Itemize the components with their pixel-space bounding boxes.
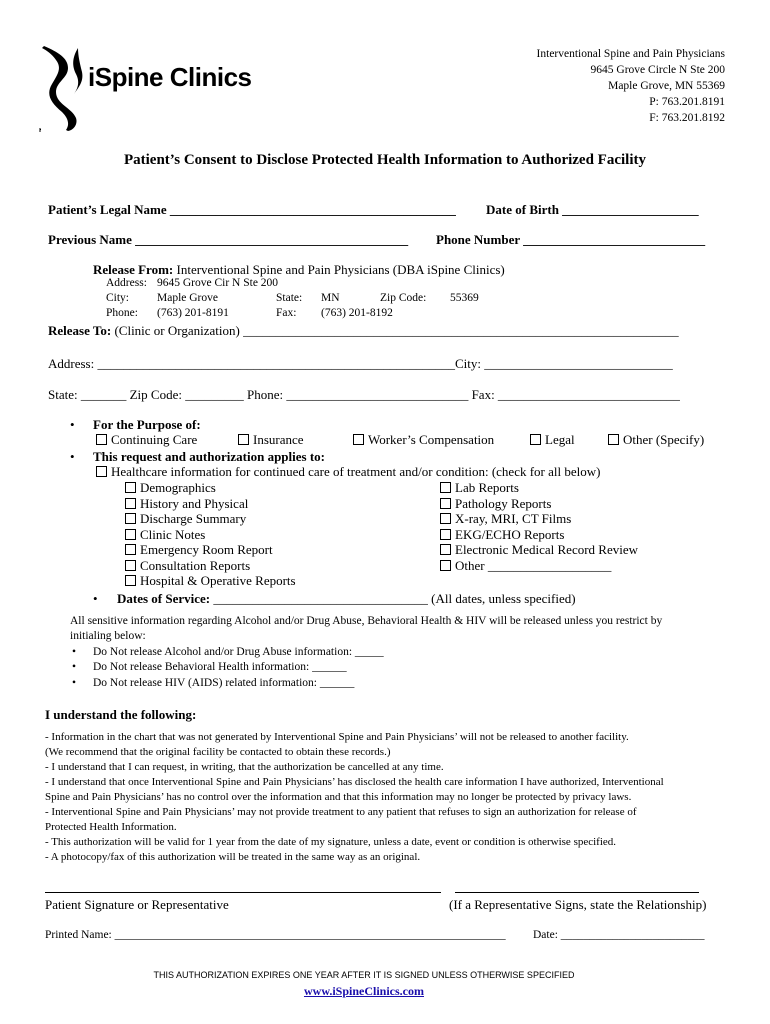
- bullet: •: [72, 646, 77, 658]
- website-link[interactable]: [0, 982, 728, 1000]
- understand-line: - I understand that once Interventional Spine and Pain Physicians’ has disclosed the health care information I have authorized, Interventional: [45, 776, 664, 788]
- record-option-label: Lab Reports: [455, 480, 519, 495]
- pathology-reports-checkbox[interactable]: [440, 496, 551, 512]
- phone-number-field[interactable]: Phone Number ____________________________: [436, 232, 706, 247]
- logo-underline: [40, 129, 43, 130]
- release-from-city-label: City:: [106, 292, 130, 304]
- record-option-label: Consultation Reports: [140, 558, 251, 573]
- purpose-workers-comp-checkbox[interactable]: [353, 432, 494, 448]
- consultation-reports-checkbox[interactable]: [125, 558, 250, 574]
- release-from-state-label: State:: [276, 292, 303, 304]
- checkbox-icon: [440, 560, 451, 571]
- release-from-state-value: MN: [321, 292, 340, 304]
- checkbox-icon: [238, 434, 249, 445]
- release-from-zip-value: 55369: [450, 292, 479, 304]
- dates-of-service-field[interactable]: [117, 591, 576, 607]
- understand-line: - Interventional Spine and Pain Physicians’ may not provide treatment to any patient that refuses to sign an authorization for release of: [45, 806, 637, 818]
- record-option-label: Other ___________________: [455, 558, 612, 573]
- release-to-address-field[interactable]: Address: _______________________________________________________City: _____________________________: [48, 356, 673, 371]
- checkbox-icon: [608, 434, 619, 445]
- history-physical-checkbox[interactable]: [125, 496, 248, 512]
- bullet: •: [70, 449, 75, 464]
- purpose-option-label: Continuing Care: [111, 432, 198, 447]
- signature-line[interactable]: [45, 892, 441, 893]
- bullet: •: [70, 417, 75, 432]
- record-option-label: EKG/ECHO Reports: [455, 527, 565, 542]
- checkbox-icon: [125, 560, 136, 571]
- record-option-label: Demographics: [140, 480, 216, 495]
- record-option-label: History and Physical: [140, 496, 249, 511]
- purpose-option-label: Insurance: [253, 432, 304, 447]
- printed-name-field[interactable]: Printed Name: ____________________________________________________________________: [45, 929, 506, 941]
- other-record-checkbox[interactable]: [440, 558, 611, 574]
- release-from-zip-label: Zip Code:: [380, 292, 427, 304]
- discharge-summary-checkbox[interactable]: [125, 511, 246, 527]
- signature-date-field[interactable]: Date: _________________________: [533, 929, 705, 941]
- release-from-phone-label: Phone:: [106, 307, 138, 319]
- letterhead-street: 9645 Grove Circle N Ste 200: [590, 64, 725, 76]
- checkbox-icon: [125, 482, 136, 493]
- demographics-checkbox[interactable]: [125, 480, 216, 496]
- letterhead-city: Maple Grove, MN 55369: [608, 80, 725, 92]
- bullet: •: [72, 661, 77, 673]
- release-from-label: Release From:: [93, 262, 174, 277]
- release-from-address-value: 9645 Grove Cir N Ste 200: [157, 277, 279, 289]
- purpose-legal-checkbox[interactable]: [530, 432, 575, 448]
- release-from-city-value: Maple Grove: [157, 292, 218, 304]
- healthcare-info-label: Healthcare information for continued care of treatment and/or condition: (check for all below): [111, 464, 601, 479]
- release-to-value: (Clinic or Organization) ___________________________________________________________________: [114, 323, 679, 338]
- purpose-other-checkbox[interactable]: [608, 432, 704, 448]
- record-option-label: Emergency Room Report: [140, 542, 273, 557]
- restrict-behavioral-health-field[interactable]: Do Not release Behavioral Health information: ______: [93, 661, 347, 673]
- dates-of-service-label: Dates of Service:: [117, 591, 211, 606]
- website-link-text[interactable]: www.iSpineClinics.com: [303, 984, 424, 998]
- checkbox-icon: [440, 482, 451, 493]
- checkbox-icon: [125, 513, 136, 524]
- checkbox-icon: [440, 544, 451, 555]
- release-from-line: [93, 262, 505, 278]
- healthcare-info-checkbox[interactable]: [96, 464, 600, 480]
- understand-line: Spine and Pain Physicians’ has no control over the information and that this information may no longer be protected by privacy laws.: [45, 791, 632, 803]
- purpose-label: For the Purpose of:: [93, 417, 201, 432]
- lab-reports-checkbox[interactable]: [440, 480, 519, 496]
- checkbox-icon: [440, 529, 451, 540]
- release-from-address-label: Address:: [106, 277, 147, 289]
- letterhead-org: Interventional Spine and Pain Physicians: [536, 48, 725, 60]
- understand-line: Protected Health Information.: [45, 821, 177, 833]
- date-of-birth-field[interactable]: Date of Birth _____________________: [486, 202, 699, 217]
- understand-heading: I understand the following:: [45, 707, 197, 722]
- checkbox-icon: [353, 434, 364, 445]
- emr-review-checkbox[interactable]: [440, 542, 638, 558]
- checkbox-icon: [96, 466, 107, 477]
- bullet: •: [93, 591, 98, 606]
- record-option-label: Pathology Reports: [455, 496, 552, 511]
- restrict-alcohol-drug-field[interactable]: Do Not release Alcohol and/or Drug Abuse information: _____: [93, 646, 384, 658]
- release-to-label: Release To:: [48, 323, 112, 338]
- purpose-continuing-care-checkbox[interactable]: [96, 432, 197, 448]
- expiration-notice: THIS AUTHORIZATION EXPIRES ONE YEAR AFTER IT IS SIGNED UNLESS OTHERWISE SPECIFIED: [153, 970, 575, 980]
- ekg-echo-checkbox[interactable]: [440, 527, 564, 543]
- letterhead-fax: F: 763.201.8192: [649, 112, 725, 124]
- letterhead: [537, 46, 725, 126]
- record-option-label: X-ray, MRI, CT Films: [455, 511, 572, 526]
- purpose-option-label: Worker’s Compensation: [368, 432, 495, 447]
- applies-label: This request and authorization applies to:: [93, 449, 325, 464]
- checkbox-icon: [96, 434, 107, 445]
- checkbox-icon: [125, 544, 136, 555]
- understand-line: (We recommend that the original facility be contacted to obtain these records.): [45, 746, 391, 758]
- purpose-option-label: Other (Specify): [623, 432, 705, 447]
- sensitive-info-text-1: All sensitive information regarding Alcohol and/or Drug Abuse, Behavioral Health & HIV will be released unless you restrict by: [70, 615, 663, 627]
- understand-line: - I understand that I can request, in writing, that the authorization be cancelled at any time.: [45, 761, 444, 773]
- xray-mri-ct-checkbox[interactable]: [440, 511, 571, 527]
- understand-line: - A photocopy/fax of this authorization will be treated in the same way as an original.: [45, 851, 421, 863]
- patient-legal-name-field[interactable]: Patient’s Legal Name ____________________________________________: [48, 202, 456, 217]
- release-from-phone-value: (763) 201-8191: [157, 307, 229, 319]
- record-option-label: Hospital & Operative Reports: [140, 573, 296, 588]
- representative-relationship-label: (If a Representative Signs, state the Relationship): [449, 897, 707, 912]
- checkbox-icon: [125, 529, 136, 540]
- restrict-hiv-field[interactable]: Do Not release HIV (AIDS) related information: ______: [93, 677, 355, 689]
- clinic-notes-checkbox[interactable]: [125, 527, 205, 543]
- page-title: Patient’s Consent to Disclose Protected Health Information to Authorized Facility: [123, 152, 646, 168]
- release-from-fax-value: (763) 201-8192: [321, 307, 393, 319]
- checkbox-icon: [440, 513, 451, 524]
- dates-of-service-value: _________________________________ (All dates, unless specified): [213, 591, 576, 606]
- release-from-value: Interventional Spine and Pain Physicians (DBA iSpine Clinics): [176, 262, 505, 277]
- checkbox-icon: [440, 498, 451, 509]
- record-option-label: Electronic Medical Record Review: [455, 542, 639, 557]
- understand-line: - This authorization will be valid for 1 year from the date of my signature, unless a date, event or condition is otherwise specified.: [45, 836, 617, 848]
- checkbox-icon: [125, 575, 136, 586]
- relationship-line[interactable]: [455, 892, 699, 893]
- emergency-room-report-checkbox[interactable]: [125, 542, 273, 558]
- checkbox-icon: [125, 498, 136, 509]
- release-from-fax-label: Fax:: [276, 307, 297, 319]
- sensitive-info-text-2: initialing below:: [70, 630, 146, 642]
- release-to-field[interactable]: [48, 323, 679, 339]
- hospital-operative-reports-checkbox[interactable]: [125, 573, 296, 589]
- bullet: •: [72, 677, 77, 689]
- purpose-insurance-checkbox[interactable]: [238, 432, 304, 448]
- release-to-state-zip-phone-fax-field[interactable]: State: _______ Zip Code: _________ Phone: ____________________________ Fax: ____________________________: [48, 387, 680, 402]
- previous-name-field[interactable]: Previous Name __________________________________________: [48, 232, 409, 247]
- record-option-label: Discharge Summary: [140, 511, 247, 526]
- purpose-option-label: Legal: [545, 432, 575, 447]
- logo-text: iSpine Clinics: [88, 62, 252, 92]
- checkbox-icon: [530, 434, 541, 445]
- letterhead-phone: P: 763.201.8191: [649, 96, 725, 108]
- patient-signature-label: Patient Signature or Representative: [45, 897, 229, 912]
- record-option-label: Clinic Notes: [140, 527, 206, 542]
- understand-line: - Information in the chart that was not generated by Interventional Spine and Pain Physicians’ will not be released to another facility.: [45, 731, 629, 743]
